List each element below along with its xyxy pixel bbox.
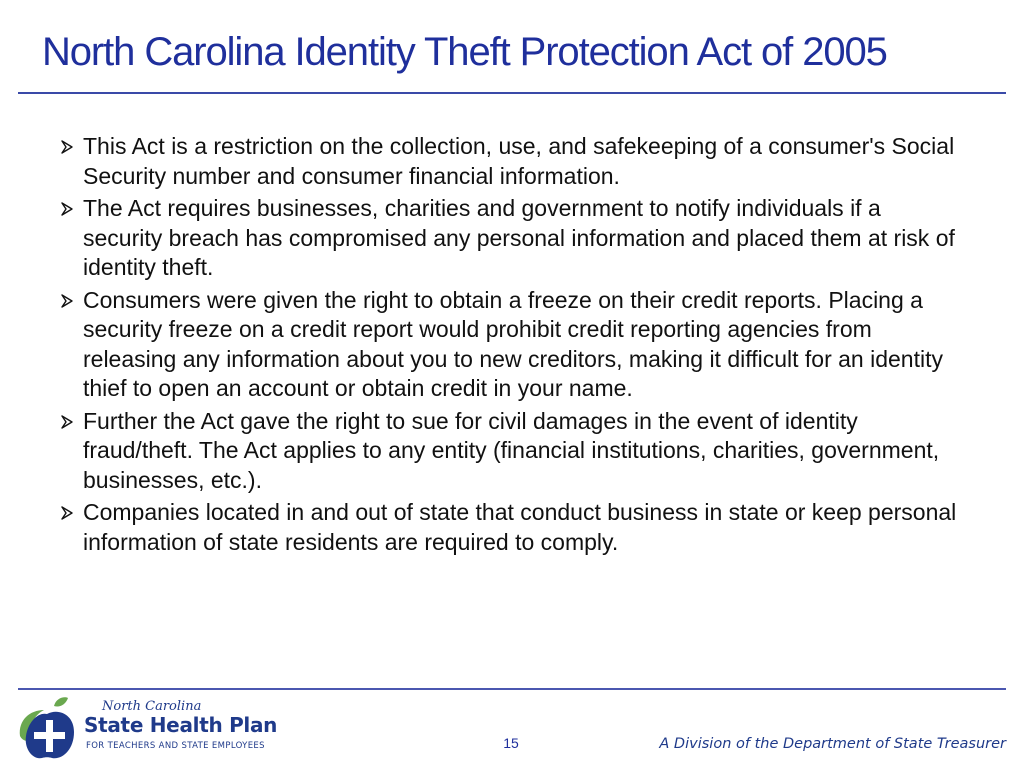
footer-divider bbox=[18, 688, 1006, 690]
title-divider bbox=[18, 92, 1006, 94]
slide-title: North Carolina Identity Theft Protection Act of 2005 bbox=[42, 30, 887, 74]
logo-wordmark bbox=[84, 696, 314, 762]
logo-name-text: State Health Plan bbox=[84, 713, 278, 737]
arrowhead-bullet-icon bbox=[60, 133, 76, 160]
arrowhead-bullet-icon bbox=[60, 499, 76, 526]
bullet-text: This Act is a restriction on the collection, use, and safekeeping of a consumer's Social Security number and consumer financial information. bbox=[83, 133, 955, 189]
arrowhead-bullet-icon bbox=[60, 195, 76, 222]
arrowhead-bullet-icon bbox=[60, 287, 76, 314]
arrowhead-bullet-icon bbox=[60, 408, 76, 435]
logo-subtitle-text: FOR TEACHERS AND STATE EMPLOYEES bbox=[86, 741, 265, 751]
bullet-text: Further the Act gave the right to sue for civil damages in the event of identity fraud/theft. The Act applies to any entity (financial institutions, charities, government, businesses, etc.). bbox=[83, 407, 940, 493]
bullet-item bbox=[60, 407, 965, 496]
apple-cross-logo-icon bbox=[14, 696, 80, 762]
bullet-list bbox=[60, 132, 965, 560]
bullet-text: Companies located in and out of state that conduct business in state or keep personal information of state residents are required to comply. bbox=[83, 499, 957, 555]
state-health-plan-logo bbox=[14, 696, 314, 762]
division-text: A Division of the Department of State Treasurer bbox=[659, 736, 1006, 752]
logo-script-text: North Carolina bbox=[102, 699, 202, 714]
bullet-item bbox=[60, 286, 965, 404]
bullet-text: The Act requires businesses, charities and government to notify individuals if a security breach has compromised any personal information and placed them at risk of identity theft. bbox=[83, 195, 955, 280]
page-number: 15 bbox=[503, 735, 519, 751]
bullet-text: Consumers were given the right to obtain a freeze on their credit reports. Placing a security freeze on a credit report would prohibit credit reporting agencies from releasing any information about you to new creditors, making it difficult for an identity thief to open an account or obtain credit in your name. bbox=[83, 286, 943, 401]
bullet-item bbox=[60, 194, 965, 283]
bullet-item bbox=[60, 498, 965, 557]
bullet-item bbox=[60, 132, 965, 191]
